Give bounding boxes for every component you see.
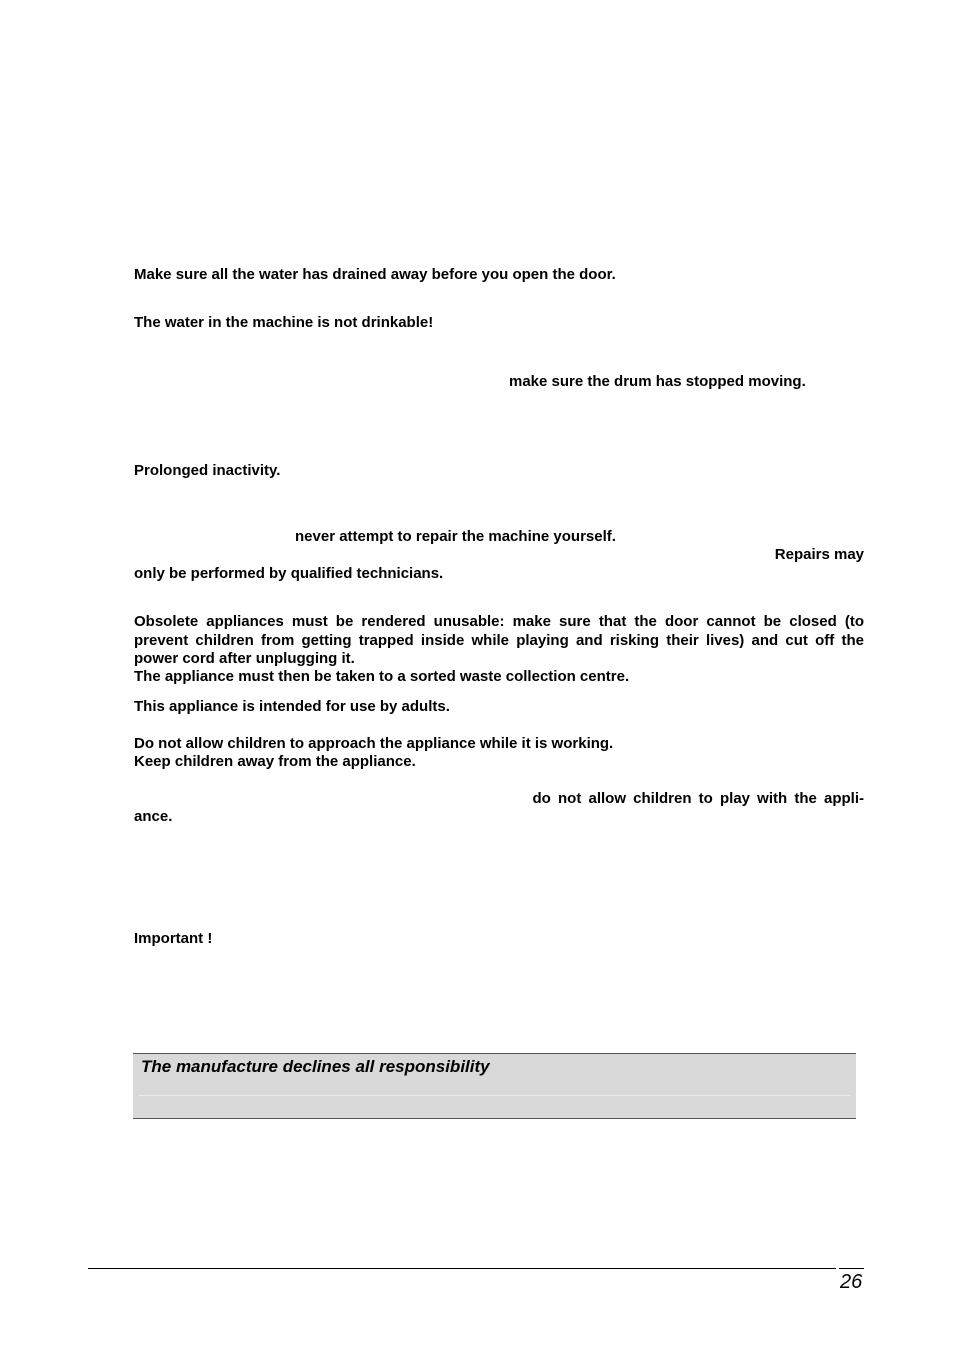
repairs-may-text: Repairs may <box>774 546 864 563</box>
responsibility-notice-box <box>133 1053 856 1119</box>
no-play-continuation: ance. <box>134 808 173 825</box>
obsolete-appliances-paragraph: Obsolete appliances must be rendered unusable: make sure that the door cannot be closed (to prevent children from getting trapped inside while playing and risking their lives) and cut off the power cord after unplugging it. <box>134 613 864 667</box>
page-number: 26 <box>840 1271 863 1293</box>
drum-stopped-warning: make sure the drum has stopped moving. <box>509 373 806 390</box>
adults-only-text: This appliance is intended for use by adults. <box>134 698 450 715</box>
qualified-technicians-text: only be performed by qualified technicians. <box>134 565 444 582</box>
not-drinkable-warning: The water in the machine is not drinkable! <box>134 314 434 331</box>
never-repair-warning: never attempt to repair the machine yourself. <box>295 528 616 545</box>
notice-title: The manufacture declines all responsibility <box>141 1057 490 1076</box>
prolonged-inactivity-heading: Prolonged inactivity. <box>134 462 281 479</box>
sorted-waste-text: The appliance must then be taken to a sorted waste collection centre. <box>134 668 630 685</box>
no-approach-warning: Do not allow children to approach the appliance while it is working. <box>134 735 614 752</box>
notice-divider <box>139 1095 850 1096</box>
keep-away-warning: Keep children away from the appliance. <box>134 753 416 770</box>
drain-water-warning: Make sure all the water has drained away before you open the door. <box>134 266 616 283</box>
important-heading: Important ! <box>134 930 213 947</box>
no-play-warning: do not allow children to play with the appli- <box>532 790 864 807</box>
footer-rule <box>88 1268 864 1269</box>
footer-rule-gap <box>836 1265 839 1271</box>
